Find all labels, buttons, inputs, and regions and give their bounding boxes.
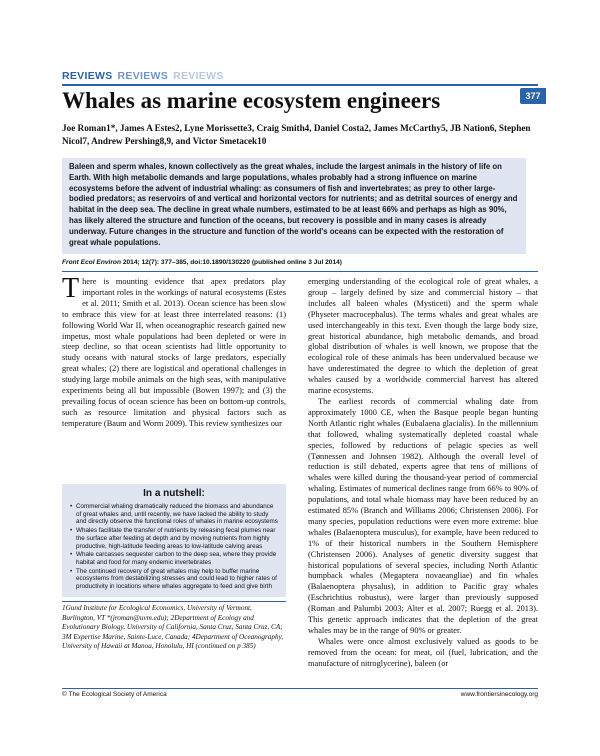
left-column [62,273,286,430]
footer-rule [62,688,538,689]
nutshell-list [70,503,278,591]
copyright: © The Ecological Society of America [62,691,167,698]
paragraph: Whales were once almost exclusively valued as goods to be removed from the ocean: for meat, oil (fuel, lubrication, and the manufacture of nitroglycerine), baleen (or [308,636,538,668]
nutshell-title: In a nutshell: [143,488,205,499]
journal-name: Front Ecol Environ [62,259,121,266]
abstract: Baleen and sperm whales, known collectively as the great whales, include the largest animals in the history of life on Earth. With high metabolic demands and large populations, whales probably had a strong influence on marine ecosystems before the advent of industrial whaling: as consumers of fish and invertebrates; as prey to other large-bodied predators; as reservoirs of and vertical and horizontal vectors for nutrients; and as detrital sources of energy and habitat in the deep sea. The decline in great whale numbers, estimated to be at least 66% and perhaps as high as 90%, has likely altered the structure and function of the oceans, but recovery is possible and in many cases is already underway. Future changes in the structure and function of the world's oceans can be expected with the restoration of great whale populations. [62,158,526,254]
reviews-label-1: REVIEWS [62,70,113,82]
reviews-label-2: REVIEWS [117,70,169,82]
nutshell-item: • Whale carcasses sequester carbon to the deep sea, where they provide habitat and food for many endemic invertebrates [70,551,278,566]
drop-cap: T [62,273,80,304]
reviews-label-3: REVIEWS [173,70,224,82]
citation [62,259,342,266]
author-list: Joe Roman1*, James A Estes2, Lyne Morissette3, Craig Smith4, Daniel Costa2, James McCarthy5, JB Nation6, Stephen Nicol7, Andrew Pershing8,9, and Victor Smetacek10 [62,123,531,146]
paragraph: here is mounting evidence that apex predators play important roles in the workings of natural ecosystems (Estes et al. 2011; Smith et al. 2013). Ocean science has been slow to embrace this view for at least three interrelated reasons: (1) following World War II, when oceanographic research gained new impetus, most whale populations had been depleted or were in steep decline, so that ocean scientists had little opportunity to study oceans with natural stocks of large predators, especially great whales; (2) there are logistical and operational challenges in studying large mobile animals on the high seas, with manipulative experiments being all but impossible (Bowen 1997); and (3) the prevailing focus of ocean science has been on bottom-up controls, such as resource limitation and physical factors such as temperature (Baum and Worm 2009). This review synthesizes our [62,277,286,428]
journal-website: www.frontiersinecology.org [460,691,538,698]
citation-details: 2014; 12(7): 377–385, doi:10.1890/130220 (published online 3 Jul 2014) [120,259,342,266]
affiliations: 1Gund Institute for Ecological Economics, University of Vermont, Burlington, VT *(jroman@uvm.edu); 2Department of Ecology and Evolutionary Biology, University of California, Santa Cruz, Santa Cruz, CA; 3M Expertise Marine, Sainte-Luce, Canada; 4Department of Oceanography, University of Hawaii at Manoa, Honolulu, HI (continued on p 385) [62,604,284,651]
nutshell-item: • The continued recovery of great whales may help to buffer marine ecosystems from destabilizing stresses and could lead to higher rates of productivity in locations where whales aggregate to feed and give birth [70,568,278,591]
footnote-rule [62,601,286,602]
nutshell-item: • Commercial whaling dramatically reduced the biomass and abundance of great whales and, until recently, we have lacked the ability to study and directly observe the functional roles of whales in marine ecosystems [70,503,278,526]
section-label [62,70,229,82]
nutshell-item: • Whales facilitate the transfer of nutrients by releasing fecal plumes near the surface after feeding at depth and by moving nutrients from highly productive, high-latitude feeding areas to low-latitude calving areas [70,527,278,550]
right-column [308,277,538,670]
paragraph: The earliest records of commercial whaling date from approximately 1000 CE, when the Basque people began hunting North Atlantic right whales (Eubalaena glacialis). In the millennium that followed, whaling systematically depleted coastal whale species, followed by reductions of pelagic species as well (Tønnessen and Johnsen 1982). Although the overall level of reduction is still debated, experts agree that tens of millions of whales were killed during the thousand-year period of commercial whaling. Estimates of numerical declines range from 66% to 90% of populations, and total whale biomass may have been reduced by an estimated 85% (Branch and Williams 2006; Christensen 2006). For many species, population reductions were even more extreme: blue whales (Balaenoptera musculus), for example, have been reduced to 1% of their historical numbers in the Southern Hemisphere (Christensen 2006). Analyses of genetic diversity suggest that historical populations of several species, including North Atlantic humpback whales (Megaptera novaeangliae) and fin whales (Balaenoptera physalus), in addition to Pacific gray whales (Eschrichtius robustus), were larger than previously supposed (Roman and Palumbi 2003; Alter et al. 2007; Ruegg et al. 2013). This genetic approach indicates that the depletion of the great whales may be in the range of 90% or greater. [308,396,538,635]
article-title: Whales as marine ecosystem engineers [62,88,441,113]
nutshell-box [62,484,286,597]
citation-rule [62,271,538,272]
page-number: 377 [520,88,546,104]
header-rule [62,84,538,86]
paragraph: emerging understanding of the ecological role of great whales, a group – largely defined by size and commercial history – that includes all baleen whales (Mysticeti) and the sperm whale (Physeter macrocephalus). The terms whales and great whales are used interchangeably in this text. Even though the large body size, great historical abundance, high metabolic demands, and broad global distribution of whales is well known, we propose that the ecological role of these animals has been undervalued because we have underestimated the degree to which the depletion of great whales caused by a worldwide commercial harvest has altered marine ecosystems. [308,277,538,396]
